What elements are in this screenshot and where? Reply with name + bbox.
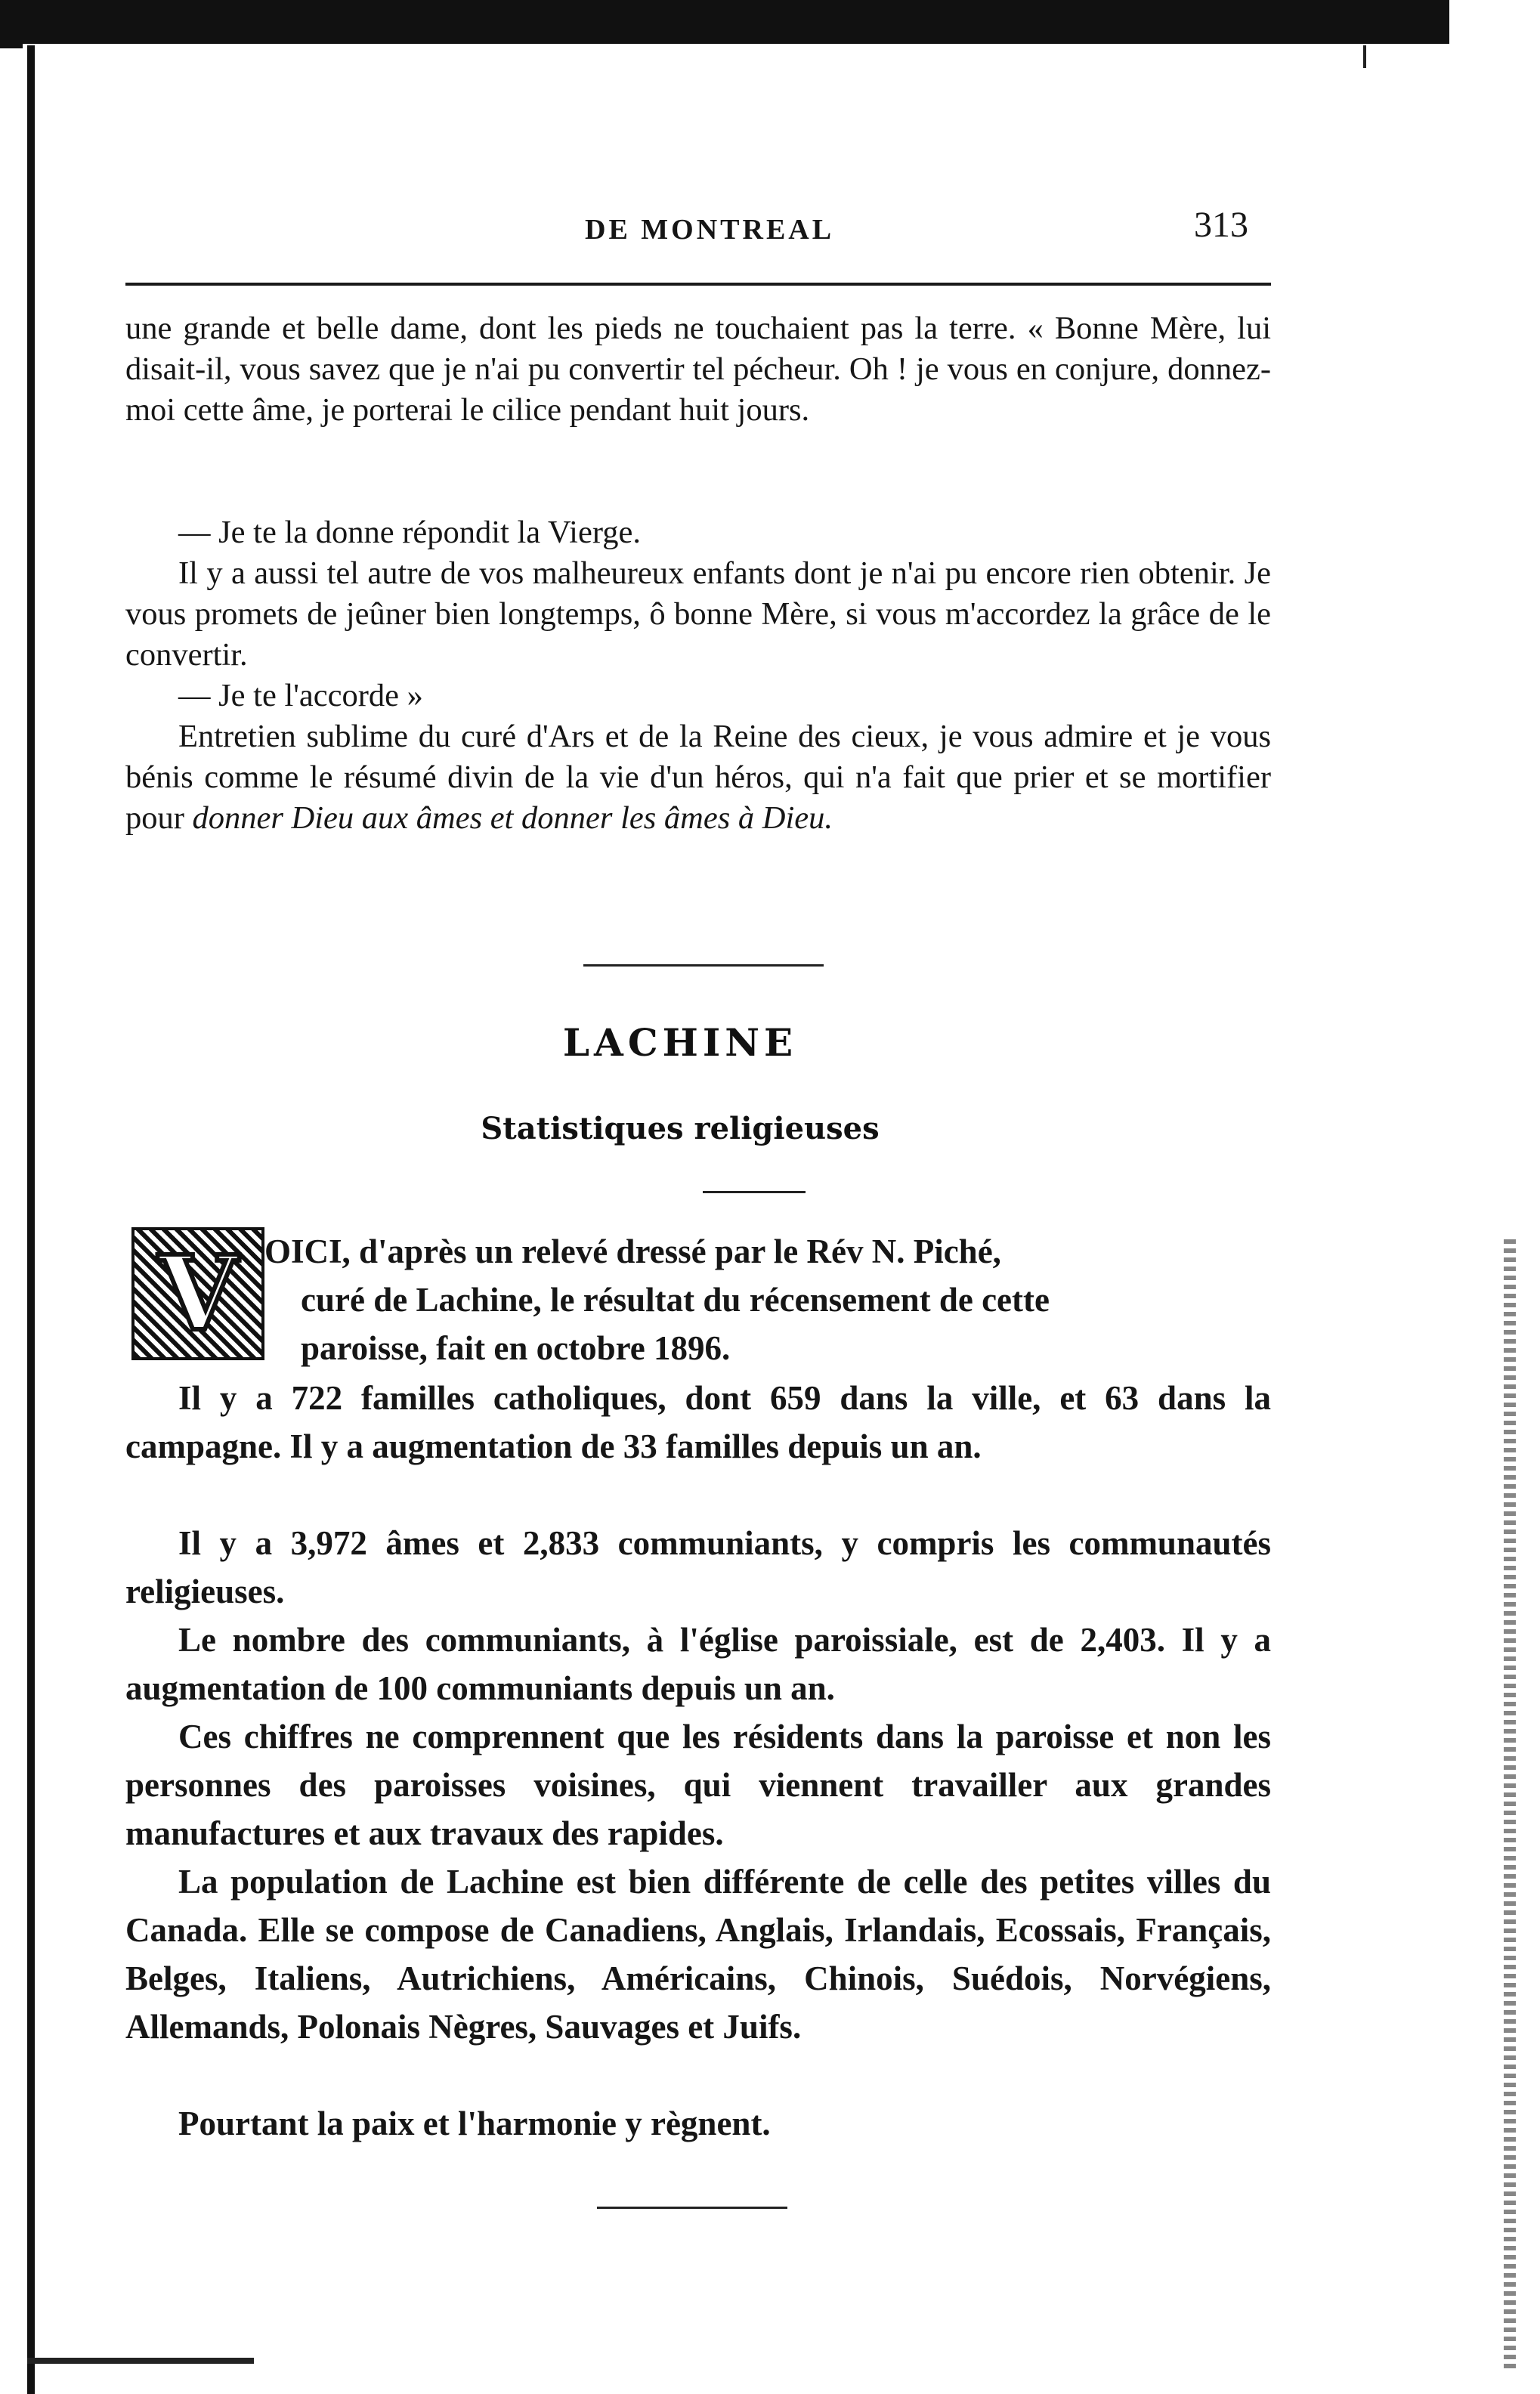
paragraph-harmonie: Pourtant la paix et l'harmonie y règnent. (178, 2105, 771, 2142)
entretien-text: Entretien sublime du curé d'Ars et de la Reine des cieux, je vous admire et je vous bénis comme le résumé divin de la vie d'un héros, qui n'a fait que prier et se mortifier pour (125, 719, 1271, 836)
intro-line: curé de Lachine, le résultat du récensement de cette (301, 1281, 1050, 1319)
paragraph-familles: Il y a 722 familles catholiques, dont 659 dans la ville, et 63 dans la campagne. Il y a augmentation de 33 familles depuis un an. (125, 1379, 1271, 1465)
paragraph-apparition: une grande et belle dame, dont les pieds ne touchaient pas la terre. « Bonne Mère, lui disait-il, vous savez que je n'ai pu convertir tel pécheur. Oh ! je vous en conjure, donnez-moi cette âme, je porterai le cilice pendant huit jours. (125, 311, 1271, 428)
scan-bottom-mark (27, 2358, 254, 2364)
paragraph-population: La population de Lachine est bien différente de celle des petites villes du Canada. Elle se compose de Canadiens, Anglais, Irlandais, Ecossais, Français, Belges, Italiens, Autrichiens, Américains, Chinois, Suédois, Norvégiens, Allemands, Polonais Nègres, Sauvages et Juifs. (125, 1863, 1271, 2046)
paragraph-vierge-reply: — Je te la donne répondit la Vierge. (178, 515, 641, 550)
paragraph-autre-enfant: Il y a aussi tel autre de vos malheureux enfants dont je n'ai pu encore rien obtenir. Je vous promets de jeûner bien longtemps, ô bonne Mère, si vous m'accordez la grâce de le convertir. (125, 555, 1271, 673)
intro-line: OICI, d'après un relevé dressé par le Rév N. Piché, (264, 1233, 1001, 1270)
scan-left-border (27, 45, 35, 2394)
paragraph-entretien (125, 716, 1271, 839)
scan-top-border (0, 0, 1449, 48)
scan-tick-mark (1363, 45, 1366, 68)
page-number: 313 (1194, 205, 1248, 245)
intro-line: paroisse, fait en octobre 1896. (301, 1329, 731, 1367)
running-head: DE MONTREAL (585, 214, 835, 246)
intro-paragraph (264, 1227, 1271, 1372)
paragraph-communiants: Le nombre des communiants, à l'église paroissiale, est de 2,403. Il y a augmentation de 100 communiants depuis un an. (125, 1621, 1271, 1707)
paragraph-ames: Il y a 3,972 âmes et 2,833 communiants, y compris les communautés religieuses. (125, 1524, 1271, 1610)
ornamental-dropcap (131, 1227, 264, 1360)
entretien-italic: donner Dieu aux âmes et donner les âmes à Dieu. (192, 800, 833, 836)
paragraph-chiffres: Ces chiffres ne comprennent que les résidents dans la paroisse et non les personnes des paroisses voisines, qui viennent travailler aux grandes manufactures et aux travaux des rapides. (125, 1718, 1271, 1852)
header-rule (125, 283, 1271, 286)
scan-right-edge (1504, 1239, 1516, 2373)
scan-border-gap (23, 44, 1449, 50)
section-rule-top (583, 964, 824, 967)
paragraph-accorde: — Je te l'accorde » (178, 678, 423, 713)
subtitle-rule (703, 1191, 806, 1193)
dropcap-letter: V (158, 1233, 238, 1354)
section-title: LACHINE (562, 1020, 798, 1065)
section-subtitle: Statistiques religieuses (481, 1111, 880, 1146)
closing-rule (597, 2207, 787, 2209)
